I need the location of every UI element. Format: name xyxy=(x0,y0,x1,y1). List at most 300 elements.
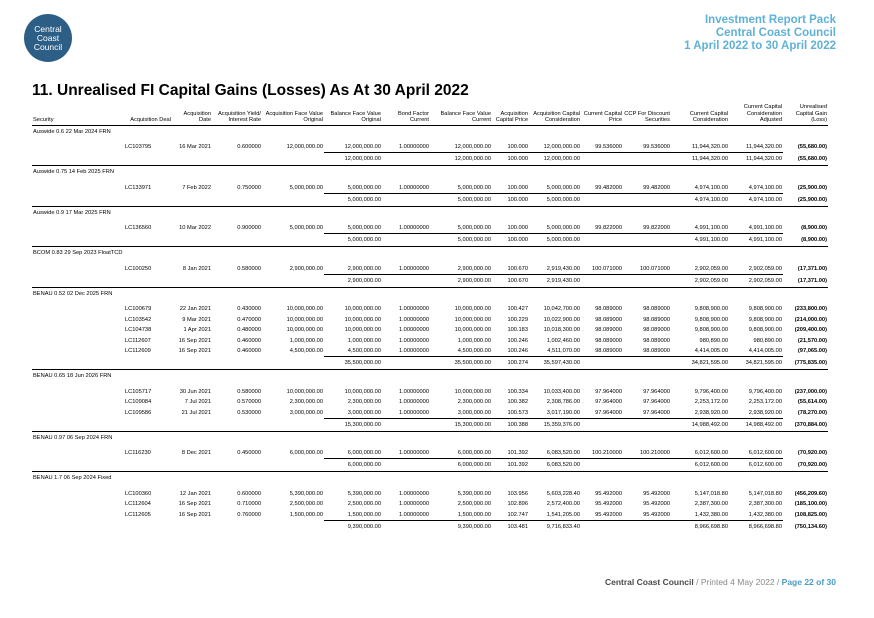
subtotal-cell xyxy=(212,234,262,247)
table-cell xyxy=(32,304,124,315)
table-cell: 97.964000 xyxy=(643,388,670,395)
table-cell: 2,919,430.00 xyxy=(546,265,580,272)
table-cell: 95.492000 xyxy=(643,490,670,497)
table-cell: 4,500,000.00 xyxy=(347,348,381,355)
table-cell: 0.900000 xyxy=(237,225,261,232)
subtotal-cell: (370,884.00) xyxy=(794,421,827,428)
security-name: Auswide 0.75 14 Feb 2025 FRN xyxy=(32,166,828,179)
table-row xyxy=(32,509,828,520)
table-cell: LC105717 xyxy=(125,388,152,395)
table-cell: 95.492000 xyxy=(595,490,622,497)
table-cell: 101.392 xyxy=(507,450,528,457)
column-header: CCP For Discount Securities xyxy=(623,104,671,125)
subtotal-cell xyxy=(623,234,671,247)
table-cell: 10,018,300.00 xyxy=(543,327,580,334)
column-header: Balance Face Value Current xyxy=(430,104,492,125)
table-cell: 5,000,000.00 xyxy=(347,225,381,232)
report-period: 1 April 2022 to 30 April 2022 xyxy=(684,40,836,52)
table-cell xyxy=(32,263,124,274)
subtotal-cell: (17,371.00) xyxy=(797,277,827,284)
subtotal-cell xyxy=(382,520,430,533)
subtotal-cell xyxy=(212,520,262,533)
table-cell: (185,100.00) xyxy=(794,501,827,508)
table-cell: 5,000,000.00 xyxy=(289,225,323,232)
subtotal-cell: 9,716,833.40 xyxy=(529,520,581,533)
table-cell: 3,017,190.00 xyxy=(546,409,580,416)
table-cell: 2,500,000.00 xyxy=(457,501,491,508)
table-cell: (237,000.00) xyxy=(794,388,827,395)
column-header: Acquisition Date xyxy=(172,104,212,125)
table-cell: 1.00000000 xyxy=(398,501,429,508)
report-header xyxy=(684,14,836,53)
subtotal-cell xyxy=(32,274,124,287)
security-name: Auswide 0.6 22 Mar 2024 FRN xyxy=(32,125,828,138)
security-row xyxy=(32,206,828,219)
table-cell: 12,000,000.00 xyxy=(286,144,323,151)
table-cell: 2,387,300.00 xyxy=(748,501,782,508)
table-cell: 1.00000000 xyxy=(398,511,429,518)
table-cell: LC103542 xyxy=(125,316,152,323)
table-cell: 100.000 xyxy=(507,144,528,151)
table-cell: 0.460000 xyxy=(237,337,261,344)
subtotal-cell: (55,680.00) xyxy=(797,156,827,163)
table-cell: 1.00000000 xyxy=(398,144,429,151)
table-cell: 12 Jan 2021 xyxy=(179,490,211,497)
subtotal-cell xyxy=(172,520,212,533)
table-row xyxy=(32,448,828,459)
page-footer xyxy=(605,577,836,587)
table-cell: LC112604 xyxy=(125,501,151,508)
table-row xyxy=(32,325,828,336)
table-cell: 4,500,000.00 xyxy=(457,348,491,355)
table-cell: 1.00000000 xyxy=(398,450,429,457)
table-cell: 9,808,900.00 xyxy=(694,316,728,323)
table-cell: 2,900,000.00 xyxy=(289,265,323,272)
subtotal-cell: 14,988,492.00 xyxy=(729,418,783,431)
table-cell: 98.089000 xyxy=(595,306,622,313)
table-cell: 5,000,000.00 xyxy=(289,184,323,191)
subtotal-cell: 4,991,100.00 xyxy=(671,234,729,247)
subtotal-cell xyxy=(581,234,623,247)
subtotal-cell: 12,000,000.00 xyxy=(529,153,581,166)
table-cell: 5,147,018.80 xyxy=(748,490,782,497)
subtotal-cell xyxy=(623,459,671,472)
subtotal-cell xyxy=(623,274,671,287)
table-cell: LC133971 xyxy=(125,184,152,191)
subtotal-cell xyxy=(172,274,212,287)
subtotal-cell: (25,900.00) xyxy=(797,196,827,203)
table-cell: 6,012,600.00 xyxy=(694,450,728,457)
table-cell: 100.071000 xyxy=(639,265,670,272)
column-header: Acquisition Capital Price xyxy=(492,104,529,125)
subtotal-cell: (775,835.00) xyxy=(794,360,827,367)
subtotal-cell xyxy=(382,153,430,166)
table-cell: 0.760000 xyxy=(237,511,261,518)
table-cell: 99.536000 xyxy=(643,144,670,151)
table-cell: 95.492000 xyxy=(595,501,622,508)
subtotal-cell xyxy=(172,459,212,472)
column-header: Acquisition Face Value Original xyxy=(262,104,324,125)
table-cell: 6,000,000.00 xyxy=(289,450,323,457)
subtotal-cell xyxy=(623,357,671,370)
subtotal-cell xyxy=(212,357,262,370)
table-cell: 1.00000000 xyxy=(398,409,429,416)
table-cell: 1.00000000 xyxy=(398,184,429,191)
table-cell: 0.470000 xyxy=(237,316,261,323)
table-cell: 9,808,900.00 xyxy=(748,327,782,334)
table-cell: 9 Mar 2021 xyxy=(182,316,211,323)
table-cell: 1.00000000 xyxy=(398,490,429,497)
security-row xyxy=(32,166,828,179)
subtotal-cell xyxy=(581,357,623,370)
subtotal-cell xyxy=(581,459,623,472)
table-cell: 5,390,000.00 xyxy=(289,490,323,497)
subtotal-cell: 5,000,000.00 xyxy=(529,234,581,247)
subtotal-cell: 12,000,000.00 xyxy=(324,153,382,166)
table-cell: 16 Sep 2021 xyxy=(178,337,211,344)
table-row xyxy=(32,386,828,397)
table-cell: 2,902,059.00 xyxy=(748,265,782,272)
table-cell: 99.482000 xyxy=(643,184,670,191)
subtotal-row xyxy=(32,193,828,206)
table-cell: LC112605 xyxy=(125,511,151,518)
table-cell: 97.964000 xyxy=(595,399,622,406)
subtotal-cell xyxy=(623,418,671,431)
table-cell: (17,371.00) xyxy=(797,265,827,272)
table-cell: 5,390,000.00 xyxy=(457,490,491,497)
table-cell: 99.822000 xyxy=(595,225,622,232)
subtotal-cell: 35,500,000.00 xyxy=(430,357,492,370)
table-cell: (55,680.00) xyxy=(797,144,827,151)
table-cell: 30 Jun 2021 xyxy=(179,388,211,395)
table-cell: 9,796,400.00 xyxy=(748,388,782,395)
table-cell: 11,944,320.00 xyxy=(692,144,728,151)
table-cell: 5,000,000.00 xyxy=(347,184,381,191)
table-cell: 1,432,380.00 xyxy=(694,511,728,518)
table-cell: 1.00000000 xyxy=(398,348,429,355)
table-cell: 2,500,000.00 xyxy=(347,501,381,508)
table-cell xyxy=(32,223,124,234)
security-name: Auswide 0.9 17 Mar 2025 FRN xyxy=(32,206,828,219)
table-cell: 10,000,000.00 xyxy=(344,306,381,313)
subtotal-cell: 100.388 xyxy=(492,418,529,431)
table-cell: 5,000,000.00 xyxy=(546,225,580,232)
subtotal-cell: 9,390,000.00 xyxy=(430,520,492,533)
table-cell: 10,042,700.00 xyxy=(543,306,580,313)
subtotal-cell xyxy=(262,459,324,472)
table-cell: 2,572,400.00 xyxy=(546,501,580,508)
table-cell: 4,511,070.00 xyxy=(547,348,580,355)
subtotal-row xyxy=(32,520,828,533)
subtotal-cell xyxy=(124,520,172,533)
subtotal-cell xyxy=(172,153,212,166)
table-cell: 2,900,000.00 xyxy=(457,265,491,272)
table-cell: 11,944,320.00 xyxy=(746,144,782,151)
table-cell: 10,000,000.00 xyxy=(454,316,491,323)
subtotal-cell xyxy=(124,357,172,370)
subtotal-cell xyxy=(623,193,671,206)
table-cell: 100.670 xyxy=(507,265,528,272)
table-cell: (21,570.00) xyxy=(797,337,827,344)
subtotal-cell: 103.481 xyxy=(492,520,529,533)
table-cell: (78,270.00) xyxy=(797,409,827,416)
table-cell: 10,022,900.00 xyxy=(543,316,580,323)
column-header: Acquisition Deal xyxy=(124,104,172,125)
table-cell: 98.089000 xyxy=(643,337,670,344)
table-cell: 1.00000000 xyxy=(398,306,429,313)
table-cell: 0.460000 xyxy=(237,348,261,355)
table-cell: 100.246 xyxy=(507,337,528,344)
table-cell: (233,800.00) xyxy=(794,306,827,313)
subtotal-cell: 11,944,320.00 xyxy=(671,153,729,166)
table-row xyxy=(32,499,828,510)
table-cell: 5,147,018.80 xyxy=(694,490,728,497)
table-cell: 2,938,920.00 xyxy=(748,409,782,416)
table-row xyxy=(32,314,828,325)
security-row xyxy=(32,431,828,444)
subtotal-cell: 4,991,100.00 xyxy=(729,234,783,247)
subtotal-cell xyxy=(262,520,324,533)
table-cell: 10,000,000.00 xyxy=(344,316,381,323)
table-cell: 0.580000 xyxy=(237,265,261,272)
subtotal-cell xyxy=(32,459,124,472)
table-cell: 1,000,000.00 xyxy=(289,337,323,344)
table-cell xyxy=(32,335,124,346)
subtotal-cell xyxy=(623,153,671,166)
table-cell: 10,000,000.00 xyxy=(454,306,491,313)
table-cell: 3,000,000.00 xyxy=(457,409,491,416)
subtotal-cell xyxy=(262,274,324,287)
subtotal-cell: 100.274 xyxy=(492,357,529,370)
table-cell xyxy=(32,397,124,408)
table-cell: 95.492000 xyxy=(643,501,670,508)
table-cell: 9,808,900.00 xyxy=(694,327,728,334)
security-name: BENAU 0.52 02 Dec 2025 FRN xyxy=(32,287,828,300)
table-cell: 97.964000 xyxy=(595,409,622,416)
table-row xyxy=(32,182,828,193)
page-title: 11. Unrealised FI Capital Gains (Losses) As At 30 April 2022 xyxy=(32,82,469,99)
table-cell: 1.00000000 xyxy=(398,327,429,334)
subtotal-cell xyxy=(581,520,623,533)
subtotal-cell: 5,000,000.00 xyxy=(430,234,492,247)
subtotal-cell: 100.000 xyxy=(492,234,529,247)
subtotal-cell xyxy=(623,520,671,533)
table-row xyxy=(32,346,828,357)
table-cell: 100.229 xyxy=(507,316,528,323)
table-cell: 1,432,380.00 xyxy=(748,511,782,518)
subtotal-cell xyxy=(262,234,324,247)
table-cell: 9,808,900.00 xyxy=(748,316,782,323)
subtotal-cell xyxy=(32,357,124,370)
table-cell: 22 Jan 2021 xyxy=(179,306,211,313)
security-row xyxy=(32,247,828,260)
council-logo: Central Coast Council xyxy=(24,14,72,62)
table-cell: 8 Jan 2021 xyxy=(182,265,211,272)
table-cell: LC109586 xyxy=(125,409,152,416)
table-cell: 0.580000 xyxy=(237,388,261,395)
capital-gains-table xyxy=(32,104,828,533)
table-cell: LC100360 xyxy=(125,490,152,497)
table-cell: 4,991,100.00 xyxy=(694,225,728,232)
table-cell: 100.210000 xyxy=(591,450,622,457)
table-cell: 6,012,600.00 xyxy=(748,450,782,457)
table-cell: 2,253,172.00 xyxy=(748,399,782,406)
table-cell: 1.00000000 xyxy=(398,265,429,272)
subtotal-cell xyxy=(262,193,324,206)
subtotal-cell: 5,000,000.00 xyxy=(324,193,382,206)
table-header xyxy=(32,104,828,125)
footer-printed: / Printed 4 May 2022 / xyxy=(693,577,782,587)
table-cell: 95.492000 xyxy=(595,511,622,518)
table-cell: 4,991,100.00 xyxy=(748,225,782,232)
table-cell: 7 Jul 2021 xyxy=(184,399,211,406)
table-cell: 102.896 xyxy=(507,501,528,508)
security-name: BCOM 0.83 29 Sep 2023 FloatTCD xyxy=(32,247,828,260)
table-cell: 16 Sep 2021 xyxy=(178,348,211,355)
table-cell: 1.00000000 xyxy=(398,388,429,395)
subtotal-cell: 11,944,320.00 xyxy=(729,153,783,166)
table-cell: 5,603,228.40 xyxy=(546,490,580,497)
table-cell: 9,808,900.00 xyxy=(748,306,782,313)
table-cell: LC100250 xyxy=(125,265,152,272)
table-cell: 2,300,000.00 xyxy=(289,399,323,406)
security-name: BENAU 0.97 06 Sep 2024 FRN xyxy=(32,431,828,444)
security-row xyxy=(32,125,828,138)
table-cell: 98.089000 xyxy=(643,348,670,355)
subtotal-cell: 5,000,000.00 xyxy=(324,234,382,247)
subtotal-cell: 9,390,000.00 xyxy=(324,520,382,533)
subtotal-cell: 14,988,492.00 xyxy=(671,418,729,431)
table-cell: 4,414,005.00 xyxy=(748,348,782,355)
subtotal-cell xyxy=(382,274,430,287)
table-cell: 4,974,100.00 xyxy=(694,184,728,191)
table-cell: 100.183 xyxy=(507,327,528,334)
table-row xyxy=(32,335,828,346)
subtotal-cell xyxy=(32,418,124,431)
subtotal-cell: 15,300,000.00 xyxy=(324,418,382,431)
table-cell: 10 Mar 2022 xyxy=(179,225,211,232)
column-header: Bond Factor Current xyxy=(382,104,430,125)
table-cell: 100.334 xyxy=(507,388,528,395)
column-header: Current Capital Consideration xyxy=(671,104,729,125)
table-cell: 100.427 xyxy=(507,306,528,313)
subtotal-cell xyxy=(32,234,124,247)
table-cell: 0.750000 xyxy=(237,184,261,191)
table-cell: 103.956 xyxy=(507,490,528,497)
subtotal-cell xyxy=(212,274,262,287)
subtotal-cell: 6,012,600.00 xyxy=(729,459,783,472)
subtotal-cell: 100.000 xyxy=(492,193,529,206)
subtotal-cell: 6,012,600.00 xyxy=(671,459,729,472)
table-cell: 16 Sep 2021 xyxy=(178,501,211,508)
subtotal-cell: 35,500,000.00 xyxy=(324,357,382,370)
table-cell: (55,614.00) xyxy=(797,399,827,406)
table-cell: LC112607 xyxy=(125,337,151,344)
table-cell: 99.536000 xyxy=(595,144,622,151)
table-cell: 2,300,000.00 xyxy=(457,399,491,406)
table-cell: 4,414,005.00 xyxy=(694,348,728,355)
subtotal-cell xyxy=(172,234,212,247)
subtotal-cell xyxy=(212,153,262,166)
subtotal-cell: 2,900,000.00 xyxy=(324,274,382,287)
table-cell: 0.600000 xyxy=(237,490,261,497)
subtotal-cell: 15,300,000.00 xyxy=(430,418,492,431)
table-cell: LC100679 xyxy=(125,306,152,313)
column-header: Security xyxy=(32,104,124,125)
table-cell: 100.246 xyxy=(507,348,528,355)
table-cell: 99.482000 xyxy=(595,184,622,191)
table-cell: 6,083,520.00 xyxy=(546,450,580,457)
table-cell: 5,000,000.00 xyxy=(457,184,491,191)
subtotal-cell: 35,597,430.00 xyxy=(529,357,581,370)
table-cell: 98.089000 xyxy=(595,327,622,334)
subtotal-cell xyxy=(262,418,324,431)
report-pack-title: Investment Report Pack xyxy=(704,14,836,26)
subtotal-row xyxy=(32,418,828,431)
table-cell: 98.089000 xyxy=(595,348,622,355)
subtotal-cell: 15,359,376.00 xyxy=(529,418,581,431)
table-cell: (214,000.00) xyxy=(794,316,827,323)
table-cell: 10,000,000.00 xyxy=(344,388,381,395)
table-cell: 2,902,059.00 xyxy=(694,265,728,272)
table-cell: 0.570000 xyxy=(237,399,261,406)
table-cell: 2,253,172.00 xyxy=(694,399,728,406)
table-cell: 10,033,400.00 xyxy=(543,388,580,395)
table-cell xyxy=(32,325,124,336)
column-header: Acquisition Capital Consideration xyxy=(529,104,581,125)
subtotal-cell xyxy=(124,234,172,247)
subtotal-cell xyxy=(382,193,430,206)
subtotal-cell xyxy=(32,520,124,533)
table-cell: 1.00000000 xyxy=(398,225,429,232)
table-cell: 98.089000 xyxy=(595,316,622,323)
table-cell: 9,808,900.00 xyxy=(694,306,728,313)
table-cell: 100.573 xyxy=(507,409,528,416)
subtotal-cell xyxy=(382,357,430,370)
table-cell xyxy=(32,346,124,357)
table-cell: 1,000,000.00 xyxy=(457,337,491,344)
subtotal-cell: 4,974,100.00 xyxy=(729,193,783,206)
table-cell: 0.710000 xyxy=(237,501,261,508)
table-cell: 16 Mar 2021 xyxy=(179,144,211,151)
table-cell: 100.382 xyxy=(507,399,528,406)
table-cell: LC103795 xyxy=(125,144,152,151)
subtotal-cell: 6,000,000.00 xyxy=(324,459,382,472)
table-cell xyxy=(32,488,124,499)
footer-page-number: Page 22 of 30 xyxy=(781,577,836,587)
subtotal-cell: 2,902,059.00 xyxy=(671,274,729,287)
subtotal-cell: 12,000,000.00 xyxy=(430,153,492,166)
table-cell: (25,900.00) xyxy=(797,184,827,191)
table-cell: 100.000 xyxy=(507,184,528,191)
subtotal-cell: 100.000 xyxy=(492,153,529,166)
table-cell xyxy=(32,499,124,510)
subtotal-cell: 34,821,595.00 xyxy=(671,357,729,370)
column-header: Current Capital Price xyxy=(581,104,623,125)
subtotal-cell xyxy=(581,418,623,431)
table-cell: 6,000,000.00 xyxy=(457,450,491,457)
subtotal-cell xyxy=(212,418,262,431)
table-cell: 8 Dec 2021 xyxy=(181,450,211,457)
subtotal-cell: 101.392 xyxy=(492,459,529,472)
table-cell: 2,387,300.00 xyxy=(694,501,728,508)
table-cell: 1,500,000.00 xyxy=(347,511,381,518)
table-cell xyxy=(32,182,124,193)
table-cell: 21 Jul 2021 xyxy=(181,409,211,416)
subtotal-row xyxy=(32,153,828,166)
subtotal-cell xyxy=(212,193,262,206)
table-cell: 0.600000 xyxy=(237,144,261,151)
